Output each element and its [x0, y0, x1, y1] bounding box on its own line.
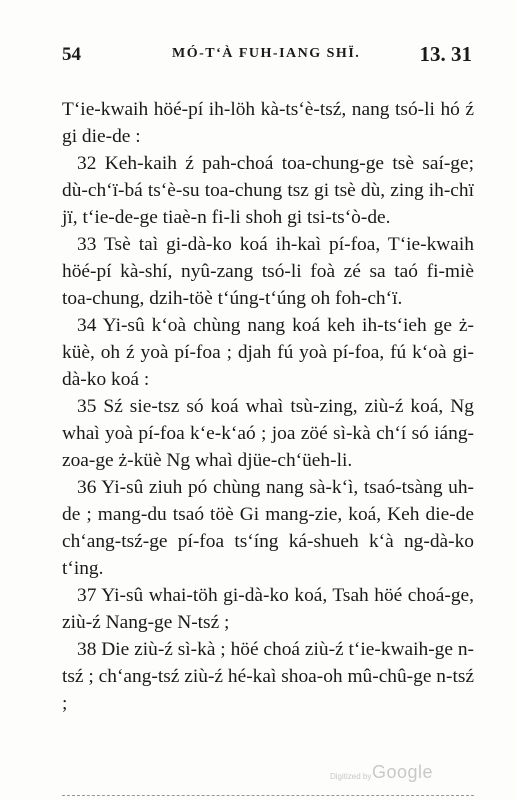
- verse-35: 35 Sź sie-tsz só koá whaì tsù-zing, ziù-ź koá, Ng whaì yoà pí-foa k‘e-k‘aó ; joa zöé sì-kà ch‘í só iáng-zoa-ge ż-küè Ng whaì djüe-ch‘üeh-li.: [62, 396, 474, 471]
- verse-32: 32 Keh-kaih ź pah-choá toa-chung-ge tsè saí-ge; dù-ch‘ï-bá ts‘è-su toa-chung tsz gi tsè dù, zing ih-chï jï, t‘ie-de-ge tiaè-n fi-li shoh gi tsi-ts‘ò-de.: [62, 153, 474, 228]
- body-text: [62, 96, 474, 717]
- verse-37: 37 Yi-sû whai-töh gi-dà-ko koá, Tsah höé choá-ge, ziù-ź Nang-ge N-tsź ;: [62, 585, 474, 633]
- opening-paragraph: T‘ie-kwaih höé-pí ih-löh kà-ts‘è-tsź, nang tsó-li hó ź gi die-de :: [62, 99, 474, 147]
- watermark-caption: Digitized by: [330, 772, 372, 781]
- digitized-watermark: [330, 760, 450, 786]
- running-title: MÓ-T‘À FUH-IANG SHÏ.: [172, 46, 361, 61]
- chapter-verse-marker: 13. 31: [419, 42, 472, 66]
- verse-38: 38 Die ziù-ź sì-kà ; höé choá ziù-ź t‘ie-kwaih-ge n-tsź ; ch‘ang-tsź ziù-ź hé-kaì shoa-oh mû-chû-ge n-tsź ;: [62, 639, 474, 714]
- page-number: 54: [62, 44, 81, 65]
- verse-36: 36 Yi-sû ziuh pó chùng nang sà-k‘ì, tsaó-tsàng uh-de ; mang-du tsaó töè Gi mang-zie, koá, Keh die-de ch‘ang-tsź-ge pí-foa ts‘íng ká-shueh k‘à ng-dà-ko t‘ing.: [62, 477, 474, 579]
- verse-33: 33 Tsè taì gi-dà-ko koá ih-kaì pí-foa, T‘ie-kwaih höé-pí kà-shí, nyû-zang tsó-li foà zé sa taó fi-miè toa-chung, dzih-töè t‘úng-t‘úng oh foh-ch‘ï.: [62, 234, 474, 309]
- bottom-rule: [62, 795, 474, 796]
- verse-34: 34 Yi-sû k‘oà chùng nang koá keh ih-ts‘ieh ge ż-küè, oh ź yoà pí-foa ; djah fú yoà pí-foa, fú k‘oà gi-dà-ko koá :: [62, 315, 474, 390]
- page-header: [62, 40, 472, 70]
- google-logo: Google: [372, 762, 434, 782]
